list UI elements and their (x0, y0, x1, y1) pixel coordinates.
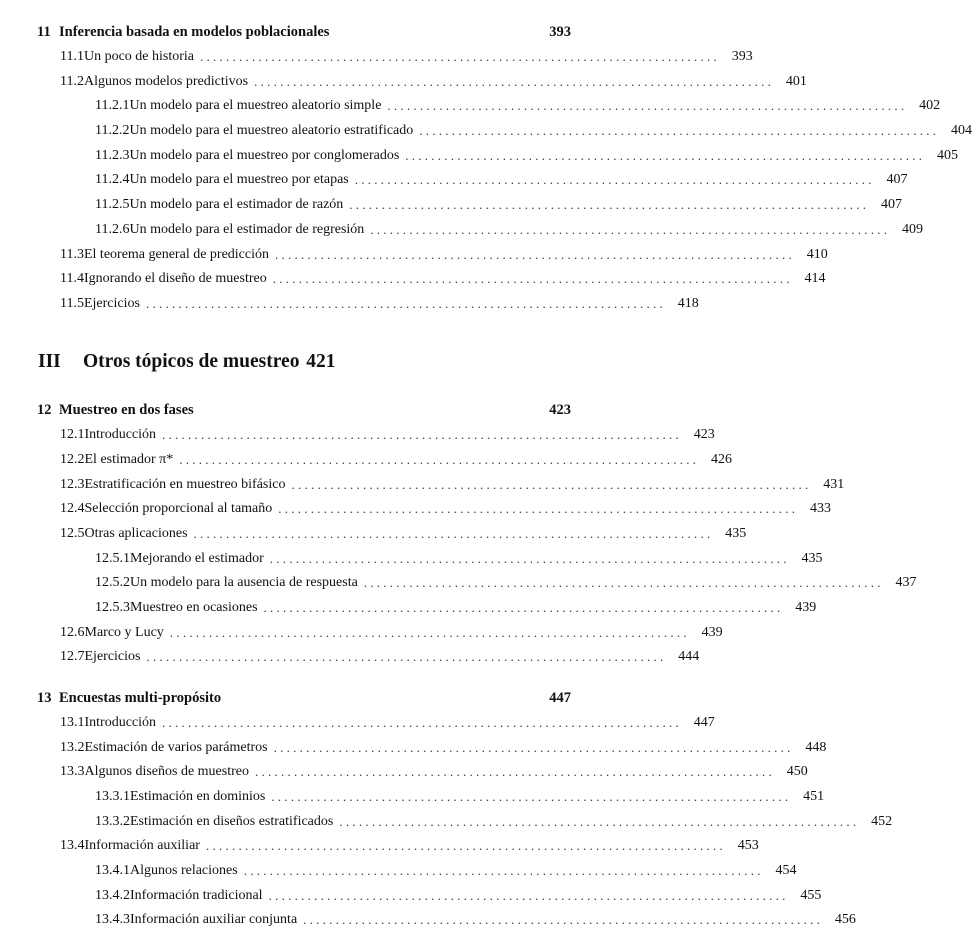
toc-subsection-entry[interactable] (0, 809, 893, 834)
entry-title: Un modelo para la ausencia de respuesta (130, 575, 358, 591)
page-number: 447 (693, 714, 715, 730)
entry-title: Muestreo en ocasiones (130, 600, 258, 616)
entry-number: 12.5.2 (95, 575, 130, 591)
entry-title: Información auxiliar conjunta (130, 912, 298, 928)
page-number: 455 (800, 887, 822, 903)
dot-leader: . . . . . . . . . . . . . . . . . . . . . . . . . . . . . . . . . . . . . . . . . . . . . . . . . . . . . . . . . . . . . . . . . . . . . . . . . . . . . . . . (387, 98, 905, 114)
toc-section-entry[interactable] (0, 711, 715, 736)
toc-section-entry[interactable] (0, 45, 753, 70)
entry-number: 11.3 (60, 246, 84, 262)
entry-title: Algunos modelos predictivos (83, 73, 249, 89)
entry-number: 12.7 (60, 649, 85, 665)
entry-number: 12.5 (60, 526, 85, 542)
toc-section-entry[interactable] (0, 522, 747, 547)
dot-leader: . . . . . . . . . . . . . . . . . . . . . . . . . . . . . . . . . . . . . . . . . . . . . . . . . . . . . . . . . . . . . . . . . . . . . . . . . . . . . . . . (349, 197, 867, 213)
entry-number: 11.4 (60, 271, 84, 287)
page-number: 453 (737, 838, 759, 854)
entry-title: Encuestas multi-propósito (59, 689, 222, 706)
dot-leader: . . . . . . . . . . . . . . . . . . . . . . . . . . . . . . . . . . . . . . . . . . . . . . . . . . . . . . . . . . . . . . . . . . . . . . . . . . . . . . . . (263, 600, 781, 616)
dot-leader: . . . . . . . . . . . . . . . . . . . . . . . . . . . . . . . . . . . . . . . . . . . . . . . . . . . . . . . . . . . . . . . . . . . . . . . . . . . . . . . . (169, 624, 687, 640)
toc-part-entry[interactable] (0, 342, 600, 382)
dot-leader: . . . . . . . . . . . . . . . . . . . . . . . . . . . . . . . . . . . . . . . . . . . . . . . . . . . . . . . . . . . . . . . . . . . . . . . . . . . . . . . . (254, 764, 772, 780)
entry-number: 11.5 (60, 295, 84, 311)
entry-title: Ejercicios (84, 649, 141, 665)
page-number: 437 (895, 575, 917, 591)
entry-number: 12.5.3 (95, 600, 130, 616)
entry-number: 11.2.2 (95, 123, 130, 139)
page-number: 456 (834, 912, 856, 928)
dot-leader: . . . . . . . . . . . . . . . . . . . . . . . . . . . . . . . . . . . . . . . . . . . . . . . . . . . . . . . . . . . . . . . . . . . . . . . . . . . . . . . . (146, 649, 664, 665)
page-number: 447 (549, 689, 571, 706)
dot-leader: . . . . . . . . . . . . . . . . . . . . . . . . . . . . . . . . . . . . . . . . . . . . . . . . . . . . . . . . . . . . . . . . . . . . . . . . . . . . . . . . (339, 813, 857, 829)
dot-leader: . . . . . . . . . . . . . . . . . . . . . . . . . . . . . . . . . . . . . . . . . . . . . . . . . . . . . . . . . . . . . . . . . . . . . . . . . . . . . . . . (278, 501, 796, 517)
page-number: 435 (801, 550, 823, 566)
toc-subsection-entry[interactable] (0, 94, 941, 119)
dot-leader: . . . . . . . . . . . . . . . . . . . . . . . . . . . . . . . . . . . . . . . . . . . . . . . . . . . . . . . . . . . . . . . . . . . . . . . . . . . . . . . . (162, 427, 679, 443)
page-number: 450 (786, 764, 808, 780)
page-number: 454 (775, 862, 797, 878)
dot-leader: . . . . . . . . . . . . . . . . . . . . . . . . . . . . . . . . . . . . . . . . . . . . . . . . . . . . . . . . . . . . . . . . . . . . . . . . . . . . . . . . (193, 526, 711, 542)
entry-title: Algunos relaciones (130, 862, 238, 878)
toc-subsection-entry[interactable] (0, 168, 908, 193)
dot-leader: . . . . . . . . . . . . . . . . . . . . . . . . . . . . . . . . . . . . . . . . . . . . . . . . . . . . . . . . . . . . . . . . . . . . . . . . . . . . . . . . (145, 295, 663, 311)
page-number: 402 (919, 98, 941, 114)
page-number: 401 (785, 73, 807, 89)
entry-number: 11.2.6 (95, 221, 130, 237)
entry-title: El estimador π* (84, 451, 174, 467)
entry-number: 11.2 (60, 73, 84, 89)
dot-leader: . . . . . . . . . . . . . . . . . . . . . . . . . . . . . . . . . . . . . . . . . . . . . . . . . . . . . . . . . . . . . . . . . . . . . . . . . . . . . . . . (405, 147, 923, 163)
toc-section-entry[interactable] (0, 645, 700, 670)
entry-number: 13.3 (60, 764, 85, 780)
toc-section-entry[interactable] (0, 620, 723, 645)
toc-section-entry[interactable] (0, 292, 699, 317)
dot-leader: . . . . . . . . . . . . . . . . . . . . . . . . . . . . . . . . . . . . . . . . . . . . . . . . . . . . . . . . . . . . . . . . . . . . . . . . . . . . . . . . (200, 49, 717, 65)
page-number: 407 (886, 172, 908, 188)
toc-section-entry[interactable] (0, 267, 826, 292)
entry-title: Inferencia basada en modelos poblacionales (59, 23, 330, 40)
page-number: 423 (693, 427, 715, 443)
page-number: 407 (881, 197, 903, 213)
toc-subsection-entry[interactable] (0, 596, 817, 621)
toc-subsection-entry[interactable] (0, 883, 822, 908)
entry-title: Información auxiliar (84, 838, 200, 854)
page-number: 421 (306, 351, 336, 373)
entry-title: Ejercicios (83, 295, 140, 311)
dot-leader: . . . . . . . . . . . . . . . . . . . . . . . . . . . . . . . . . . . . . . . . . . . . . . . . . . . . . . . . . . . . . . . . . . . . . . . . . . . . . . . . (370, 221, 888, 237)
entry-number: 11.2.3 (95, 147, 130, 163)
toc-chapter-entry[interactable] (0, 398, 600, 423)
entry-number: 12.1 (60, 427, 85, 443)
entry-title: Introducción (84, 714, 157, 730)
entry-title: Otros tópicos de muestreo (83, 351, 300, 373)
entry-number: III (38, 351, 61, 373)
dot-leader: . . . . . . . . . . . . . . . . . . . . . . . . . . . . . . . . . . . . . . . . . . . . . . . . . . . . . . . . . . . . . . . . . . . . . . . . . . . . . . . . (254, 73, 771, 89)
dot-leader: . . . . . . . . . . . . . . . . . . . . . . . . . . . . . . . . . . . . . . . . . . . . . . . . . . . . . . . . . . . . . . . . . . . . . . . . . . . . . . . . (243, 862, 761, 878)
entry-number: 13.2 (60, 739, 85, 755)
entry-title: Un modelo para el muestreo aleatorio simple (129, 98, 382, 114)
entry-number: 13.1 (60, 714, 85, 730)
entry-number: 11 (37, 23, 51, 40)
entry-number: 12.6 (60, 624, 85, 640)
entry-title: Estratificación en muestreo bifásico (84, 476, 286, 492)
toc-section-entry[interactable] (0, 760, 808, 785)
page-number: 393 (731, 49, 753, 65)
entry-number: 12.5.1 (95, 550, 130, 566)
entry-title: Marco y Lucy (84, 624, 164, 640)
entry-number: 12 (37, 402, 52, 419)
entry-title: Introducción (84, 427, 157, 443)
entry-title: Algunos diseños de muestreo (84, 764, 249, 780)
entry-title: Información tradicional (130, 887, 263, 903)
dot-leader: . . . . . . . . . . . . . . . . . . . . . . . . . . . . . . . . . . . . . . . . . . . . . . . . . . . . . . . . . . . . . . . . . . . . . . . . . . . . . . . . (269, 550, 787, 566)
page-number: 409 (902, 221, 924, 237)
page-number: 435 (725, 526, 747, 542)
page-number: 423 (549, 402, 571, 419)
entry-title: Estimación en diseños estratificados (130, 813, 334, 829)
entry-number: 11.2.5 (95, 197, 130, 213)
page-number: 426 (710, 451, 732, 467)
entry-title: Muestreo en dos fases (59, 402, 194, 419)
dot-leader: . . . . . . . . . . . . . . . . . . . . . . . . . . . . . . . . . . . . . . . . . . . . . . . . . . . . . . . . . . . . . . . . . . . . . . . . . . . . . . . . (272, 271, 790, 287)
dot-leader: . . . . . . . . . . . . . . . . . . . . . . . . . . . . . . . . . . . . . . . . . . . . . . . . . . . . . . . . . . . . . . . . . . . . . . . . . . . . . . . . (291, 476, 809, 492)
toc-subsection-entry[interactable] (0, 143, 959, 168)
entry-number: 13.4 (60, 838, 85, 854)
dot-leader: . . . . . . . . . . . . . . . . . . . . . . . . . . . . . . . . . . . . . . . . . . . . . . . . . . . . . . . . . . . . . . . . . . . . . . . . . . . . . . . . (205, 838, 723, 854)
page-number: 451 (803, 788, 825, 804)
dot-leader: . . . . . . . . . . . . . . . . . . . . . . . . . . . . . . . . . . . . . . . . . . . . . . . . . . . . . . . . . . . . . . . . . . . . . . . . . . . . . . . . (179, 451, 696, 467)
toc-subsection-entry[interactable] (0, 859, 797, 884)
entry-title: Un modelo para el estimador de razón (129, 197, 344, 213)
entry-title: Otras aplicaciones (84, 526, 188, 542)
page-number: 393 (549, 23, 571, 40)
entry-title: Un modelo para el muestreo aleatorio estratificado (129, 123, 414, 139)
dot-leader: . . . . . . . . . . . . . . . . . . . . . . . . . . . . . . . . . . . . . . . . . . . . . . . . . . . . . . . . . . . . . . . . . . . . . . . . . . . . . . . . (363, 575, 881, 591)
entry-title: Mejorando el estimador (130, 550, 264, 566)
toc-section-entry[interactable] (0, 834, 759, 859)
entry-number: 12.2 (60, 451, 85, 467)
toc-subsection-entry[interactable] (0, 908, 856, 933)
dot-leader: . . . . . . . . . . . . . . . . . . . . . . . . . . . . . . . . . . . . . . . . . . . . . . . . . . . . . . . . . . . . . . . . . . . . . . . . . . . . . . . . (275, 246, 792, 262)
toc-subsection-entry[interactable] (0, 193, 903, 218)
entry-number: 11.2.1 (95, 98, 130, 114)
toc-section-entry[interactable] (0, 735, 827, 760)
page-number: 410 (806, 246, 828, 262)
toc-subsection-entry[interactable] (0, 546, 823, 571)
page-number: 452 (871, 813, 893, 829)
page-number: 439 (795, 600, 817, 616)
page-number: 433 (810, 501, 832, 517)
entry-title: Un modelo para el estimador de regresión (129, 221, 365, 237)
entry-number: 12.3 (60, 476, 85, 492)
entry-number: 13.4.3 (95, 912, 130, 928)
dot-leader: . . . . . . . . . . . . . . . . . . . . . . . . . . . . . . . . . . . . . . . . . . . . . . . . . . . . . . . . . . . . . . . . . . . . . . . . . . . . . . . . (271, 788, 789, 804)
entry-title: Estimación de varios parámetros (84, 739, 268, 755)
entry-number: 13.3.2 (95, 813, 130, 829)
dot-leader: . . . . . . . . . . . . . . . . . . . . . . . . . . . . . . . . . . . . . . . . . . . . . . . . . . . . . . . . . . . . . . . . . . . . . . . . . . . . . . . . (268, 887, 786, 903)
toc-chapter-entry[interactable] (0, 686, 600, 711)
page-number: 405 (937, 147, 959, 163)
dot-leader: . . . . . . . . . . . . . . . . . . . . . . . . . . . . . . . . . . . . . . . . . . . . . . . . . . . . . . . . . . . . . . . . . . . . . . . . . . . . . . . . (162, 714, 679, 730)
entry-number: 13.4.2 (95, 887, 130, 903)
entry-title: Estimación en dominios (130, 788, 266, 804)
toc-chapter-entry[interactable] (0, 20, 600, 45)
toc-section-entry[interactable] (0, 472, 845, 497)
entry-title: Un modelo para el muestreo por etapas (129, 172, 349, 188)
entry-number: 12.4 (60, 501, 85, 517)
toc-section-entry[interactable] (0, 448, 732, 473)
entry-title: Un poco de historia (83, 49, 195, 65)
dot-leader: . . . . . . . . . . . . . . . . . . . . . . . . . . . . . . . . . . . . . . . . . . . . . . . . . . . . . . . . . . . . . . . . . . . . . . . . . . . . . . . . (303, 912, 820, 928)
entry-title: Ignorando el diseño de muestreo (83, 271, 267, 287)
page-number: 448 (805, 739, 827, 755)
page-number: 439 (701, 624, 723, 640)
toc-section-entry[interactable] (0, 242, 828, 267)
page-number: 414 (804, 271, 826, 287)
dot-leader: . . . . . . . . . . . . . . . . . . . . . . . . . . . . . . . . . . . . . . . . . . . . . . . . . . . . . . . . . . . . . . . . . . . . . . . . . . . . . . . . (354, 172, 872, 188)
entry-number: 11.1 (60, 49, 84, 65)
entry-number: 11.2.4 (95, 172, 130, 188)
dot-leader: . . . . . . . . . . . . . . . . . . . . . . . . . . . . . . . . . . . . . . . . . . . . . . . . . . . . . . . . . . . . . . . . . . . . . . . . . . . . . . . . (419, 123, 937, 139)
dot-leader: . . . . . . . . . . . . . . . . . . . . . . . . . . . . . . . . . . . . . . . . . . . . . . . . . . . . . . . . . . . . . . . . . . . . . . . . . . . . . . . . (273, 739, 791, 755)
toc-subsection-entry[interactable] (0, 785, 825, 810)
table-of-contents (0, 20, 972, 933)
entry-number: 13 (37, 689, 52, 706)
entry-title: Un modelo para el muestreo por conglomerados (129, 147, 400, 163)
entry-title: El teorema general de predicción (83, 246, 269, 262)
toc-section-entry[interactable] (0, 423, 715, 448)
toc-section-entry[interactable] (0, 69, 807, 94)
entry-number: 13.3.1 (95, 788, 130, 804)
toc-subsection-entry[interactable] (0, 218, 924, 243)
page-number: 404 (951, 123, 972, 139)
toc-subsection-entry[interactable] (0, 119, 972, 144)
entry-title: Selección proporcional al tamaño (84, 501, 273, 517)
entry-number: 13.4.1 (95, 862, 130, 878)
toc-section-entry[interactable] (0, 497, 832, 522)
page-number: 431 (823, 476, 845, 492)
page-number: 418 (677, 295, 699, 311)
toc-subsection-entry[interactable] (0, 571, 917, 596)
page-number: 444 (678, 649, 700, 665)
